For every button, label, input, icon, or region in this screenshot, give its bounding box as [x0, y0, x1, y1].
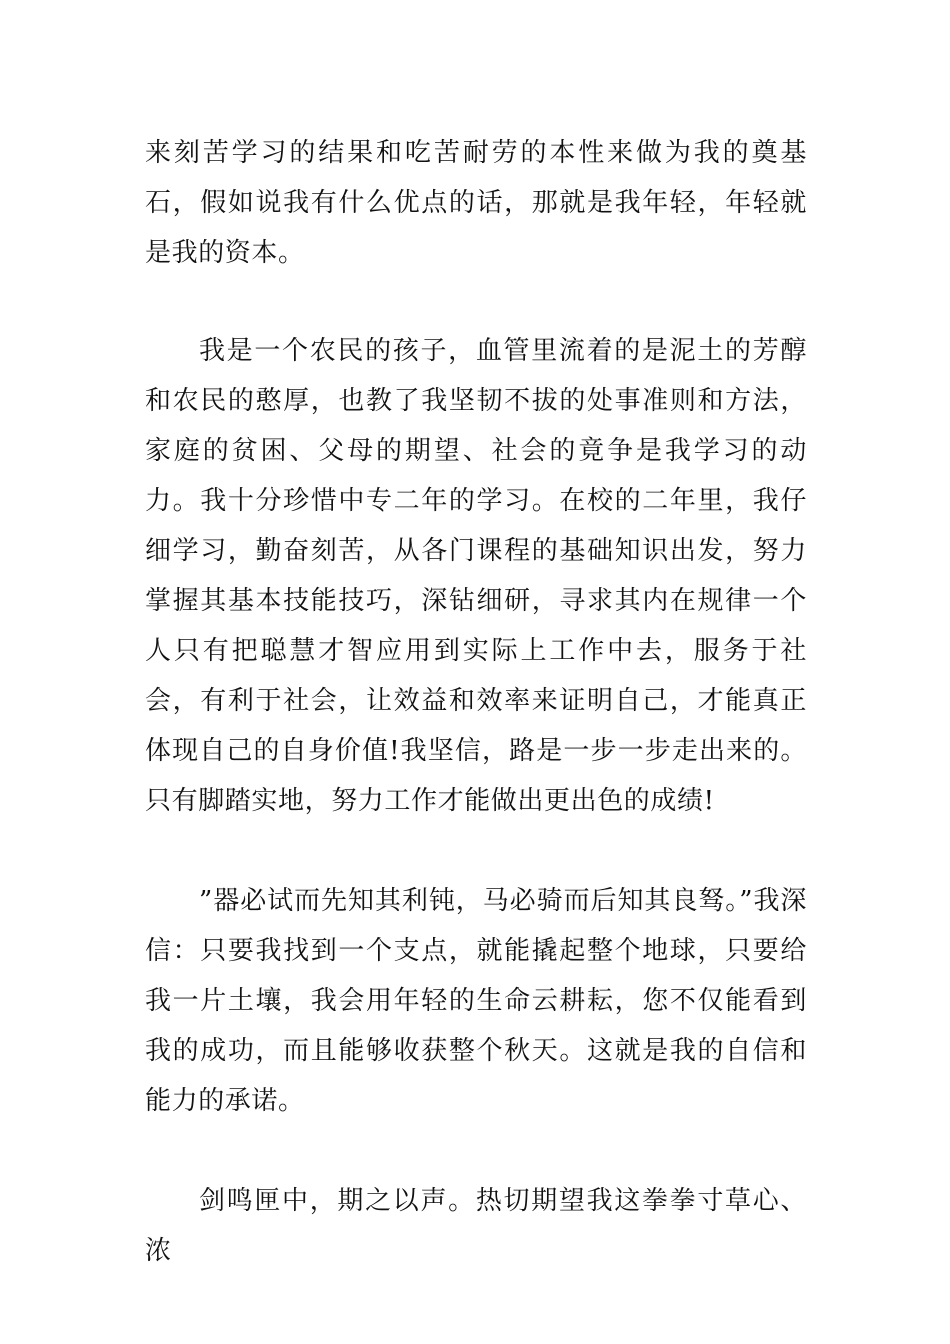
paragraph-2: 我是一个农民的孩子，血管里流着的是泥土的芳醇和农民的憨厚，也教了我坚韧不拔的处事准则和方法，家庭的贫困、父母的期望、社会的竟争是我学习的动力。我十分珍惜中专二年的学习。在校的二年里，我仔细学习，勤奋刻苦，从各门课程的基础知识出发，努力掌握其基本技能技巧，深钻细研，寻求其内在规律一个人只有把聪慧才智应用到实际上工作中去，服务于社会，有利于社会，让效益和效率来证明自己，才能真正体现自己的自身价值!我坚信，路是一步一步走出来的。只有脚踏实地，努力工作才能做出更出色的成绩!: [145, 336, 807, 816]
paragraph-4: 剑鸣匣中，期之以声。热切期望我这拳拳寸草心、浓: [145, 1186, 807, 1266]
paragraph-1: 来刻苦学习的结果和吃苦耐劳的本性来做为我的奠基石，假如说我有什么优点的话，那就是我年轻，年轻就是我的资本。: [145, 138, 807, 268]
document-body: [145, 128, 807, 1276]
paragraph-3: ”器必试而先知其利钝，马必骑而后知其良驽。”我深信：只要我找到一个支点，就能撬起整个地球，只要给我一片土壤，我会用年轻的生命云耕耘，您不仅能看到我的成功，而且能够收获整个秋天。这就是我的自信和能力的承诺。: [145, 886, 808, 1116]
